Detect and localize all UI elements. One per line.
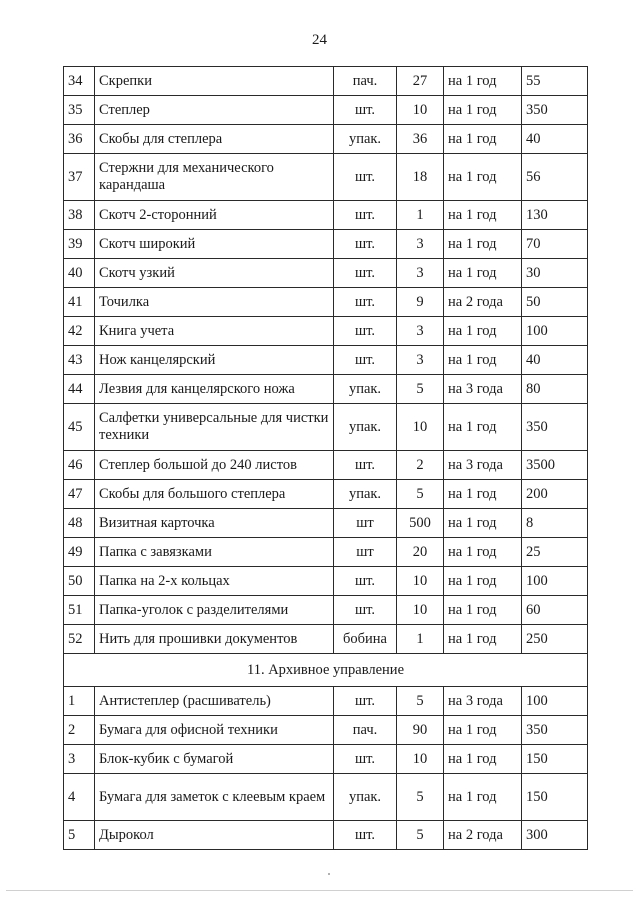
term-cell: на 1 год: [444, 567, 522, 596]
price-cell: 50: [522, 288, 588, 317]
term-cell: на 1 год: [444, 596, 522, 625]
section-title: 11. Архивное управление: [64, 654, 588, 687]
quantity-cell: 3: [397, 346, 444, 375]
quantity-cell: 36: [397, 125, 444, 154]
table-row: [64, 375, 588, 404]
quantity-cell: 3: [397, 317, 444, 346]
quantity-cell: 5: [397, 774, 444, 821]
price-cell: 30: [522, 259, 588, 288]
price-cell: 100: [522, 317, 588, 346]
unit-cell: шт: [334, 538, 397, 567]
term-cell: на 1 год: [444, 154, 522, 201]
unit-cell: шт.: [334, 259, 397, 288]
price-cell: 300: [522, 821, 588, 850]
term-cell: на 1 год: [444, 538, 522, 567]
term-cell: на 3 года: [444, 687, 522, 716]
price-cell: 130: [522, 201, 588, 230]
unit-cell: шт.: [334, 317, 397, 346]
item-name-cell: Степлер: [95, 96, 334, 125]
item-number-cell: 43: [64, 346, 95, 375]
quantity-cell: 5: [397, 821, 444, 850]
item-number-cell: 47: [64, 480, 95, 509]
item-number-cell: 45: [64, 404, 95, 451]
item-name-cell: Скотч узкий: [95, 259, 334, 288]
table-row: [64, 154, 588, 201]
unit-cell: упак.: [334, 480, 397, 509]
item-name-cell: Стержни для механического карандаша: [95, 154, 334, 201]
quantity-cell: 90: [397, 716, 444, 745]
term-cell: на 1 год: [444, 346, 522, 375]
item-name-cell: Скотч 2-сторонний: [95, 201, 334, 230]
item-number-cell: 35: [64, 96, 95, 125]
item-number-cell: 44: [64, 375, 95, 404]
item-number-cell: 48: [64, 509, 95, 538]
term-cell: на 2 года: [444, 288, 522, 317]
price-cell: 55: [522, 67, 588, 96]
item-number-cell: 5: [64, 821, 95, 850]
table-row: [64, 821, 588, 850]
item-name-cell: Точилка: [95, 288, 334, 317]
price-cell: 150: [522, 774, 588, 821]
term-cell: на 1 год: [444, 774, 522, 821]
table-row: [64, 67, 588, 96]
table-row: [64, 259, 588, 288]
item-name-cell: Папка с завязками: [95, 538, 334, 567]
item-number-cell: 3: [64, 745, 95, 774]
price-cell: 40: [522, 125, 588, 154]
term-cell: на 1 год: [444, 480, 522, 509]
price-cell: 80: [522, 375, 588, 404]
unit-cell: шт.: [334, 96, 397, 125]
table-row: [64, 567, 588, 596]
item-name-cell: Салфетки универсальные для чистки техники: [95, 404, 334, 451]
quantity-cell: 3: [397, 230, 444, 259]
item-number-cell: 41: [64, 288, 95, 317]
item-number-cell: 50: [64, 567, 95, 596]
price-cell: 100: [522, 687, 588, 716]
unit-cell: упак.: [334, 404, 397, 451]
item-number-cell: 36: [64, 125, 95, 154]
quantity-cell: 9: [397, 288, 444, 317]
table-row: [64, 346, 588, 375]
price-cell: 56: [522, 154, 588, 201]
quantity-cell: 1: [397, 201, 444, 230]
scan-speck: [328, 873, 330, 875]
supplies-table-body: [64, 67, 588, 850]
item-name-cell: Степлер большой до 240 листов: [95, 451, 334, 480]
unit-cell: шт.: [334, 201, 397, 230]
table-row: [64, 509, 588, 538]
term-cell: на 1 год: [444, 404, 522, 451]
item-name-cell: Скобы для степлера: [95, 125, 334, 154]
unit-cell: упак.: [334, 125, 397, 154]
term-cell: на 1 год: [444, 625, 522, 654]
item-number-cell: 38: [64, 201, 95, 230]
term-cell: на 1 год: [444, 230, 522, 259]
table-row: [64, 288, 588, 317]
item-number-cell: 34: [64, 67, 95, 96]
price-cell: 200: [522, 480, 588, 509]
term-cell: на 1 год: [444, 201, 522, 230]
item-number-cell: 51: [64, 596, 95, 625]
term-cell: на 1 год: [444, 509, 522, 538]
quantity-cell: 20: [397, 538, 444, 567]
item-name-cell: Нож канцелярский: [95, 346, 334, 375]
item-number-cell: 4: [64, 774, 95, 821]
item-name-cell: Скрепки: [95, 67, 334, 96]
quantity-cell: 10: [397, 567, 444, 596]
quantity-cell: 2: [397, 451, 444, 480]
quantity-cell: 5: [397, 687, 444, 716]
price-cell: 350: [522, 716, 588, 745]
unit-cell: шт.: [334, 230, 397, 259]
price-cell: 8: [522, 509, 588, 538]
price-cell: 100: [522, 567, 588, 596]
unit-cell: пач.: [334, 716, 397, 745]
unit-cell: шт.: [334, 687, 397, 716]
price-cell: 150: [522, 745, 588, 774]
item-number-cell: 2: [64, 716, 95, 745]
term-cell: на 1 год: [444, 317, 522, 346]
item-number-cell: 52: [64, 625, 95, 654]
item-number-cell: 1: [64, 687, 95, 716]
quantity-cell: 1: [397, 625, 444, 654]
price-cell: 60: [522, 596, 588, 625]
quantity-cell: 10: [397, 745, 444, 774]
item-name-cell: Скотч широкий: [95, 230, 334, 259]
term-cell: на 1 год: [444, 745, 522, 774]
quantity-cell: 10: [397, 596, 444, 625]
table-row: [64, 745, 588, 774]
table-row: [64, 230, 588, 259]
unit-cell: шт.: [334, 346, 397, 375]
price-cell: 40: [522, 346, 588, 375]
item-name-cell: Визитная карточка: [95, 509, 334, 538]
table-row: [64, 125, 588, 154]
price-cell: 70: [522, 230, 588, 259]
table-row: [64, 480, 588, 509]
item-name-cell: Папка на 2-х кольцах: [95, 567, 334, 596]
quantity-cell: 500: [397, 509, 444, 538]
table-row: [64, 716, 588, 745]
unit-cell: упак.: [334, 774, 397, 821]
unit-cell: шт: [334, 509, 397, 538]
quantity-cell: 5: [397, 480, 444, 509]
section-header-row: [64, 654, 588, 687]
price-cell: 350: [522, 404, 588, 451]
item-name-cell: Бумага для заметок с клеевым краем: [95, 774, 334, 821]
table-row: [64, 538, 588, 567]
term-cell: на 3 года: [444, 375, 522, 404]
term-cell: на 3 года: [444, 451, 522, 480]
item-name-cell: Лезвия для канцелярского ножа: [95, 375, 334, 404]
footer-rule: [6, 890, 633, 891]
table-row: [64, 687, 588, 716]
item-name-cell: Дырокол: [95, 821, 334, 850]
quantity-cell: 10: [397, 96, 444, 125]
item-name-cell: Папка-уголок с разделителями: [95, 596, 334, 625]
item-number-cell: 40: [64, 259, 95, 288]
item-name-cell: Книга учета: [95, 317, 334, 346]
unit-cell: бобина: [334, 625, 397, 654]
unit-cell: шт.: [334, 745, 397, 774]
quantity-cell: 3: [397, 259, 444, 288]
price-cell: 3500: [522, 451, 588, 480]
quantity-cell: 18: [397, 154, 444, 201]
unit-cell: пач.: [334, 67, 397, 96]
unit-cell: шт.: [334, 154, 397, 201]
unit-cell: шт.: [334, 596, 397, 625]
item-name-cell: Бумага для офисной техники: [95, 716, 334, 745]
table-row: [64, 774, 588, 821]
quantity-cell: 27: [397, 67, 444, 96]
table-row: [64, 317, 588, 346]
price-cell: 25: [522, 538, 588, 567]
term-cell: на 1 год: [444, 716, 522, 745]
table-row: [64, 596, 588, 625]
item-number-cell: 37: [64, 154, 95, 201]
unit-cell: шт.: [334, 821, 397, 850]
term-cell: на 1 год: [444, 67, 522, 96]
term-cell: на 1 год: [444, 125, 522, 154]
item-name-cell: Антистеплер (расшиватель): [95, 687, 334, 716]
unit-cell: упак.: [334, 375, 397, 404]
item-number-cell: 42: [64, 317, 95, 346]
table-row: [64, 201, 588, 230]
item-name-cell: Нить для прошивки документов: [95, 625, 334, 654]
page-number: 24: [312, 32, 327, 48]
term-cell: на 1 год: [444, 259, 522, 288]
item-number-cell: 46: [64, 451, 95, 480]
table-row: [64, 625, 588, 654]
table-row: [64, 96, 588, 125]
price-cell: 350: [522, 96, 588, 125]
term-cell: на 1 год: [444, 96, 522, 125]
table-row: [64, 404, 588, 451]
unit-cell: шт.: [334, 288, 397, 317]
item-number-cell: 39: [64, 230, 95, 259]
quantity-cell: 5: [397, 375, 444, 404]
unit-cell: шт.: [334, 451, 397, 480]
quantity-cell: 10: [397, 404, 444, 451]
supplies-table: [63, 66, 588, 850]
table-row: [64, 451, 588, 480]
unit-cell: шт.: [334, 567, 397, 596]
price-cell: 250: [522, 625, 588, 654]
term-cell: на 2 года: [444, 821, 522, 850]
item-name-cell: Блок-кубик с бумагой: [95, 745, 334, 774]
item-number-cell: 49: [64, 538, 95, 567]
item-name-cell: Скобы для большого степлера: [95, 480, 334, 509]
